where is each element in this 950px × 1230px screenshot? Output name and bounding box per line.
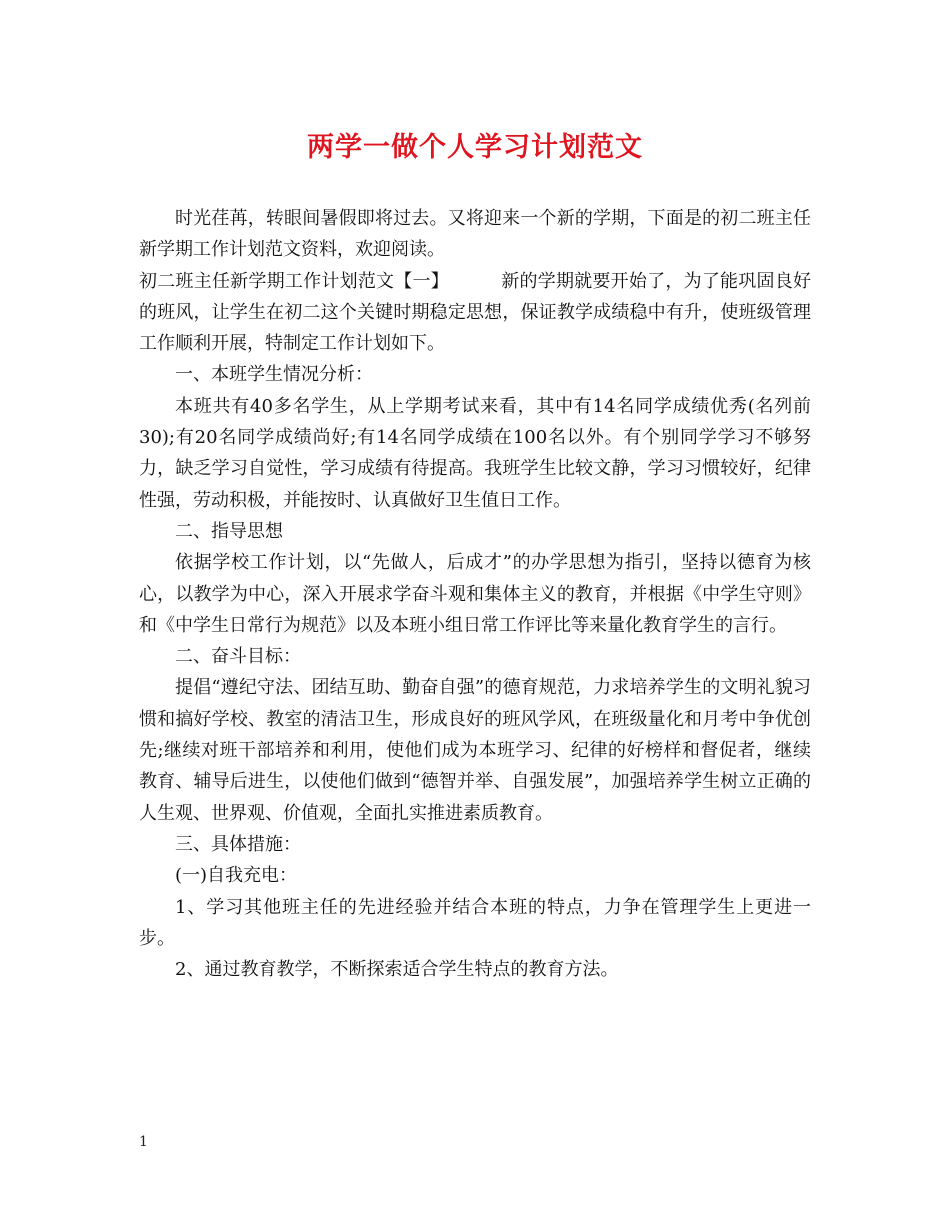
section-heading-4: 三、具体措施： [175, 833, 301, 855]
subsection-heading-1: (一)自我充电： [175, 865, 298, 887]
plan-heading: 初二班主任新学期工作计划范文【一】 [139, 270, 449, 292]
measure-item-1: 1、学习其他班主任的先进经验并结合本班的特点，力争在管理学生上更进一步。 [139, 896, 811, 949]
page-number: 1 [139, 1134, 148, 1150]
section-heading-1: 一、本班学生情况分析： [175, 364, 373, 386]
goals-paragraph: 提倡“遵纪守法、团结互助、勤奋自强”的德育规范，力求培养学生的文明礼貌习惯和搞好学校、教室的清洁卫生，形成良好的班风学风，在班级量化和月考中争优创先;继续对班干部培养和利用，使他们成为本班学习、纪律的好榜样和督促者，继续教育、辅导后进生，以使他们做到“德智并举、自强发展”，加强培养学生树立正确的人生观、世界观、价值观，全面扎实推进素质教育。 [139, 677, 811, 824]
intro-paragraph: 时光荏苒，转眼间暑假即将过去。又将迎来一个新的学期，下面是的初二班主任新学期工作计划范文资料，欢迎阅读。 [139, 208, 811, 261]
document-title: 两学一做个人学习计划范文 [307, 132, 643, 163]
section-heading-2: 二、指导思想 [175, 520, 283, 542]
section-heading-3: 二、奋斗目标： [175, 646, 301, 668]
guiding-thought-paragraph: 依据学校工作计划，以“先做人，后成才”的办学思想为指引，坚持以德育为核心，以教学为中心，深入开展求学奋斗观和集体主义的教育，并根据《中学生守则》和《中学生日常行为规范》以及本班小组日常工作评比等来量化教育学生的言行。 [139, 552, 811, 636]
plan-paragraph [139, 266, 811, 360]
document-body [139, 203, 811, 985]
plan-intro-text: 新的学期就要开始了，为了能巩固良好的班风，让学生在初二这个关键时期稳定思想，保证教学成绩稳中有升，使班级管理工作顺利开展，特制定工作计划如下。 [139, 270, 811, 355]
measure-item-2: 2、通过教育教学，不断探索适合学生特点的教育方法。 [175, 959, 619, 981]
student-analysis-paragraph: 本班共有40多名学生，从上学期考试来看，其中有14名同学成绩优秀(名列前30);有20名同学成绩尚好;有14名同学成绩在100名以外。有个别同学学习不够努力，缺乏学习自觉性，学习成绩有待提高。我班学生比较文静，学习习惯较好，纪律性强，劳动积极，并能按时、认真做好卫生值日工作。 [139, 395, 811, 511]
